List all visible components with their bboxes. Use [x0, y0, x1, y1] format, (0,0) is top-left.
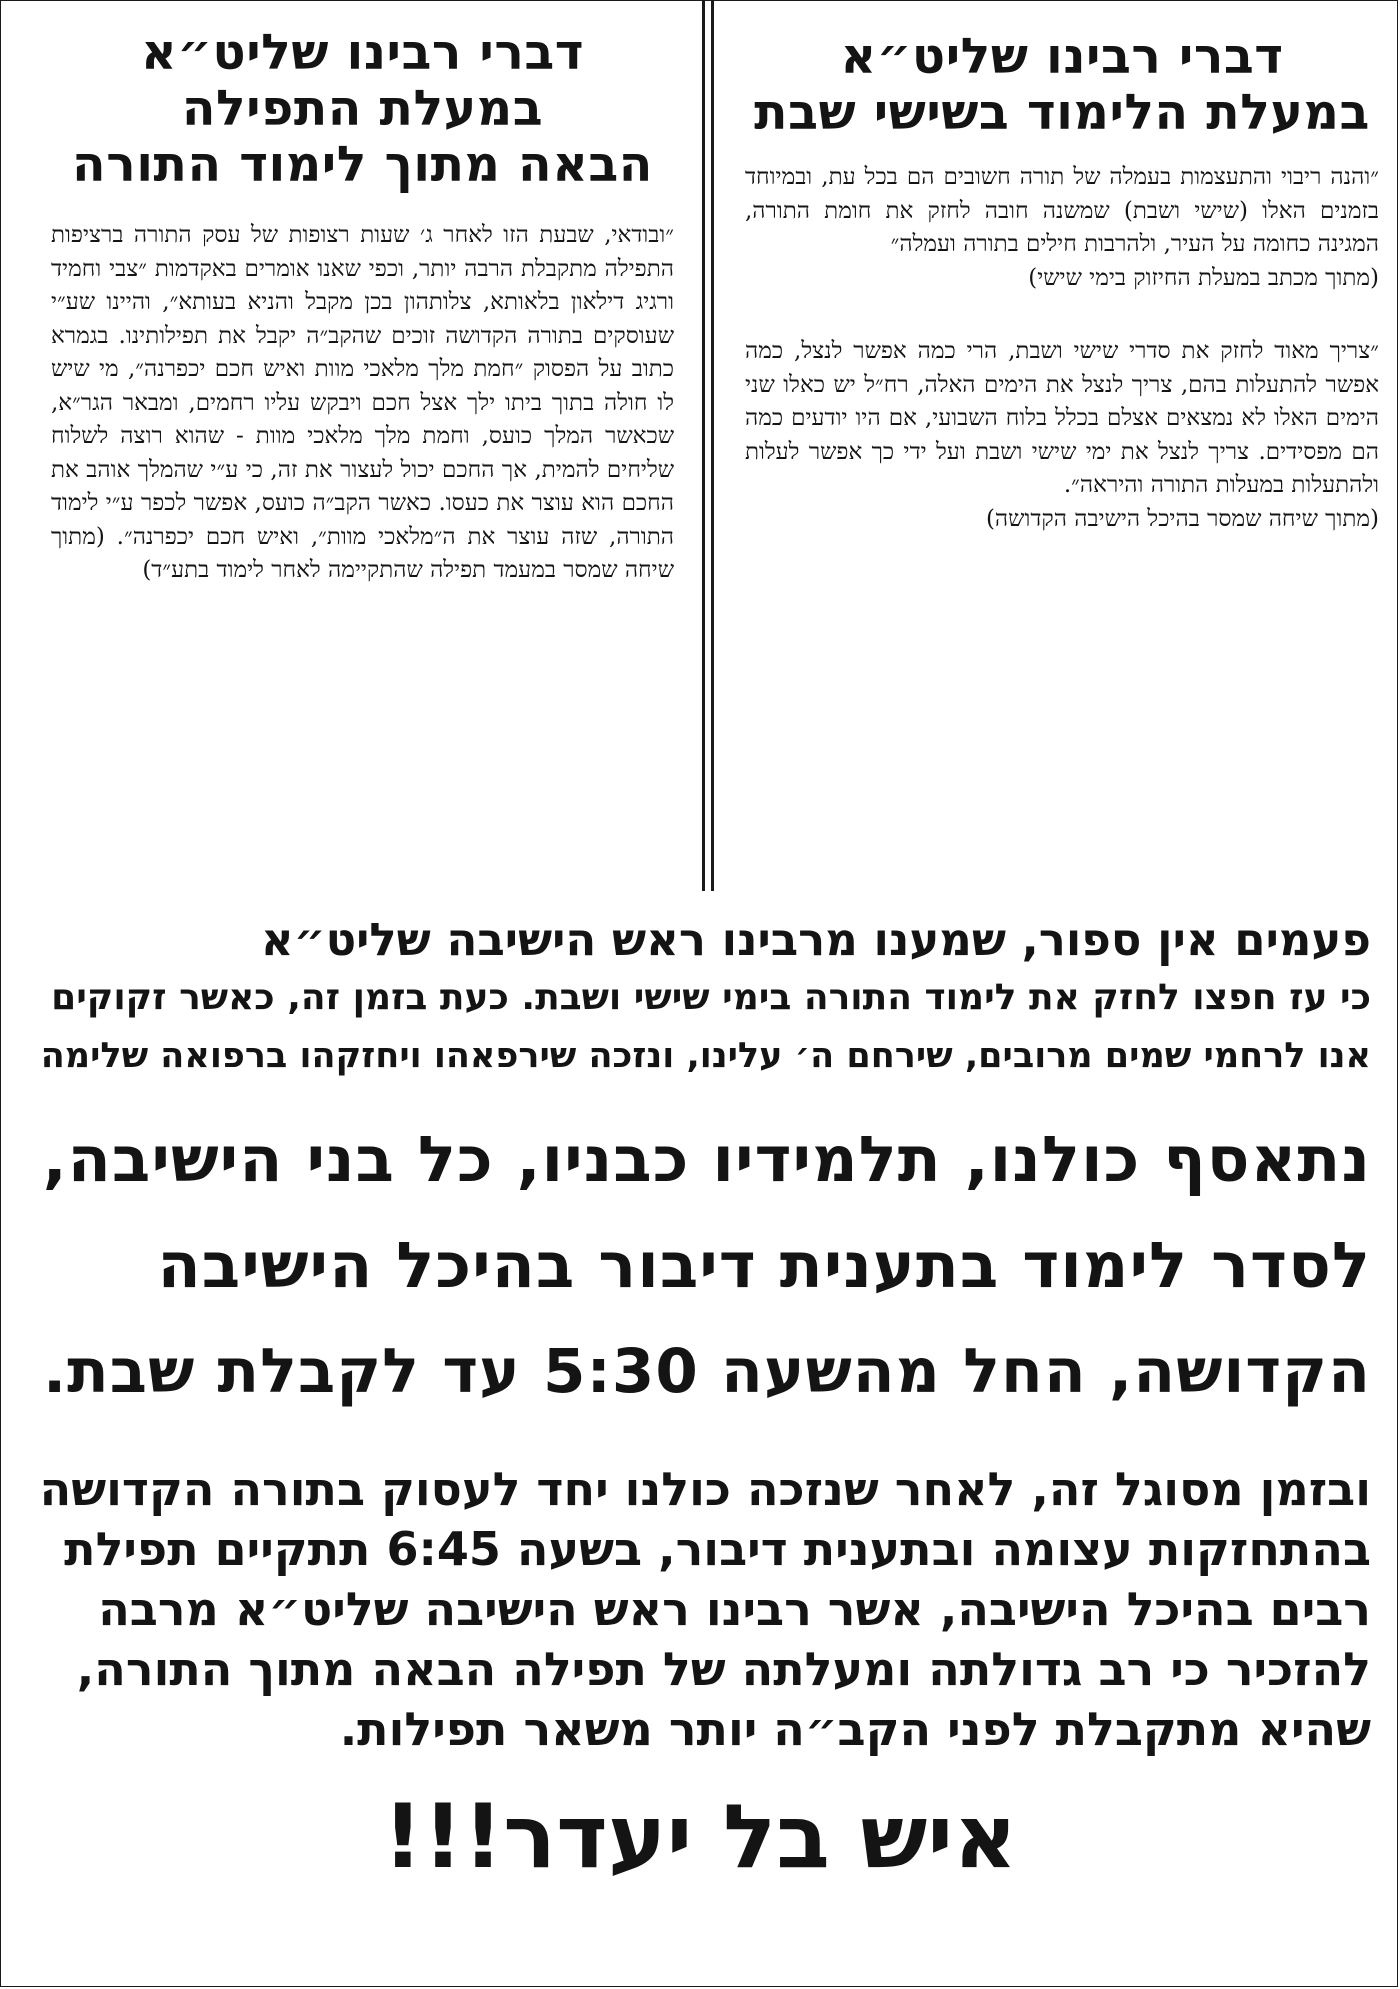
left-column [1, 1, 702, 891]
column-divider [711, 1, 714, 891]
column-divider [702, 1, 705, 891]
headline-line: הקדושה, החל מהשעה 5:30 עד לקבלת שבת. [42, 1336, 1371, 1407]
intro-line: אנו לרחמי שמים מרובים, שירחם ה׳ עלינו, ונזכה שירפאהו ויחזקהו ברפואה שלימה [40, 1036, 1371, 1076]
announcement-section [29, 911, 1371, 1887]
right-quote-1: ״והנה ריבוי והתעצמות בעמלה של תורה חשובים הם בכל עת, ובמיוחד בזמנים האלו (שישי ושבת) שמשנה חובה לחזק את חומת התורה, המגינה כחומה על העיר, ולהרבות חילים בתורה ועמלה״ [745, 164, 1379, 257]
right-heading-line: במעלת הלימוד בשישי שבת [754, 84, 1370, 141]
prayer-line: רבים בהיכל הישיבה, אשר רבינו ראש הישיבה שליט״א מרבה [98, 1582, 1371, 1636]
gathering-headline [29, 1107, 1371, 1425]
intro-line: כי עז חפצו לחזק את לימוד התורה בימי שישי ושבת. כעת בזמן זה, כאשר זקוקים [51, 977, 1371, 1018]
left-quote: ״ובודאי, שבעת הזו לאחר ג׳ שעות רצופות של עסק התורה ברציפות התפילה מתקבלת הרבה יותר, וכפי שאנו אומרים באקדמות ״צבי וחמיד ורגיג דילאון בלאותא, צלותהון בכן מקבל והניא בעותא״, והיינו שע״י שעוסקים בתורה הקדושה זוכים שהקב״ה יקבל את תפילותינו. בגמרא כתוב על הפסוק ״חמת מלך מלאכי מוות ואיש חכם יכפרנה״, מי שיש לו חולה בתוך ביתו ילך אצל חכם ויבקש עליו רחמים, ומבאר הגר״א, שכאשר המלך כועס, וחמת מלך מלאכי מוות - שהוא רוצה לשלוח שליחים להמית, אך החכם יכול לעצור את זה, כי ע״י שהמלך אוהב את החכם הוא עוצר את כעסו. כאשר הקב״ה כועס, אפשר לכפר ע״י לימוד התורה, שזה עוצר את ה״מלאכי מוות״, ואיש חכם יכפרנה״. (מתוך שיחה שמסר במעמד תפילה שהתקיימה לאחר לימוד בתע״ד) [51, 222, 674, 583]
prayer-line: להזכיר כי רב גדולתה ומעלתה של תפילה הבאה מתוך התורה, [76, 1642, 1371, 1696]
right-source-1: (מתוך מכתב במעלת החיזוק בימי שישי) [1028, 264, 1379, 291]
intro-line: פעמים אין ספור, שמענו מרבינו ראש הישיבה שליט״א [260, 913, 1371, 966]
left-heading-line: במעלת התפילה [181, 80, 544, 137]
slogan: איש בל יעדר!!! [382, 1785, 1018, 1888]
intro-paragraph [29, 911, 1371, 1085]
right-source-2: (מתוך שיחה שמסר בהיכל הישיבה הקדושה) [985, 505, 1379, 532]
right-quote-2: ״צריך מאוד לחזק את סדרי שישי ושבת, הרי כמה אפשר לנצל, כמה אפשר להתעלות בהם, צריך לנצל את הימים האלה, רח״ל יש כאלו שני הימים האלו לא נמצאים אצלם בכלל בלוח השבועי, אם היו יודעים כמה הם מפסידים. צריך לנצל את ימי שישי ושבת ועל ידי כך אפשר לעלות ולהתעלות במעלות התורה והיראה״. [745, 338, 1379, 498]
headline-line: לסדר לימוד בתענית דיבור בהיכל הישיבה [157, 1229, 1371, 1302]
prayer-line: בהתחזקות עצומה ובתענית דיבור, בשעה 6:45 תתקיים תפילת [64, 1522, 1371, 1576]
right-heading-line: דברי רבינו שליט״א [840, 28, 1284, 85]
prayer-line: ובזמן מסוגל זה, לאחר שנזכה כולנו יחד לעסוק בתורה הקדושה [39, 1462, 1371, 1516]
left-column-headings [51, 25, 674, 193]
headline-line: נתאסף כולנו, תלמידיו כבניו, כל בני הישיבה, [42, 1123, 1371, 1196]
left-heading-line: הבאה מתוך לימוד התורה [72, 136, 653, 193]
prayer-line: שהיא מתקבלת לפני הקב״ה יותר משאר תפילות. [339, 1702, 1371, 1756]
right-column-headings [745, 29, 1379, 141]
prayer-paragraph [29, 1459, 1371, 1759]
right-column [717, 1, 1398, 891]
left-heading-line: דברי רבינו שליט״א [140, 24, 585, 81]
